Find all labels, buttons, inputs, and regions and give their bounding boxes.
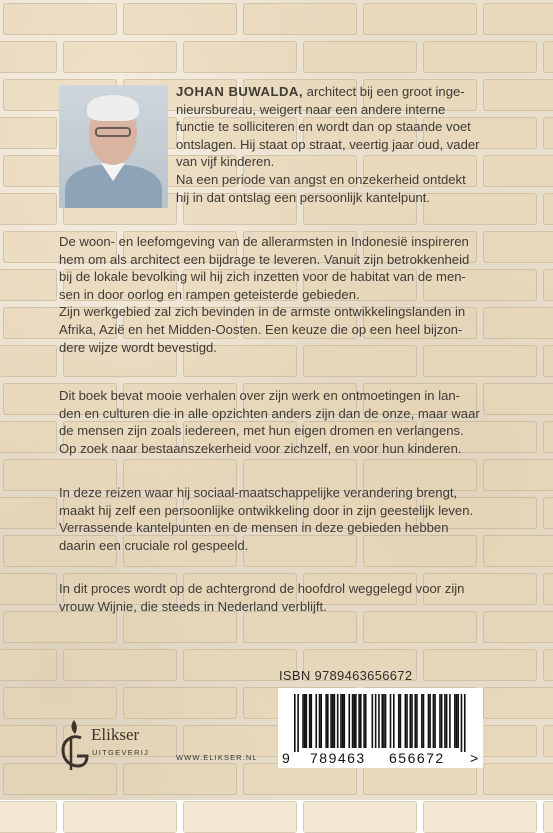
barcode-bar bbox=[340, 694, 342, 748]
publisher-website: WWW.ELIKSER.NL bbox=[176, 753, 258, 762]
wall-brick bbox=[363, 3, 477, 35]
barcode-bar bbox=[454, 694, 456, 748]
wall-brick bbox=[543, 649, 553, 681]
barcode-bar bbox=[456, 694, 458, 748]
wall-brick bbox=[0, 497, 57, 529]
barcode-bar bbox=[446, 694, 448, 748]
paragraph-travels: In deze reizen waar hij sociaal-maatschappelijke verandering brengt, maakt hij zelf een persoonlijke ontwikkeling door in zijn geestelijk leven. Verrassende kantelpunten en de mensen in deze gebieden hebben daarin een cruciale rol gespeeld. bbox=[59, 485, 474, 553]
wall-brick bbox=[123, 687, 237, 719]
wall-brick bbox=[363, 611, 477, 643]
wall-brick bbox=[3, 611, 117, 643]
barcode-bar bbox=[410, 694, 412, 748]
publisher-logo bbox=[57, 716, 167, 776]
barcode-bar bbox=[381, 694, 383, 748]
publisher-brand: Elikser bbox=[91, 725, 140, 744]
barcode-bar bbox=[439, 694, 441, 748]
barcode-bar bbox=[411, 694, 413, 748]
barcode-bar bbox=[337, 694, 339, 748]
wall-brick bbox=[123, 611, 237, 643]
wall-brick bbox=[543, 41, 553, 73]
author-photo bbox=[59, 85, 168, 208]
wall-brick bbox=[243, 611, 357, 643]
bio-line: hij in dat ontslag een persoonlijk kantelpunt. bbox=[176, 189, 431, 205]
wall-brick bbox=[543, 573, 553, 605]
wall-brick bbox=[63, 41, 177, 73]
barcode-bar bbox=[444, 694, 446, 748]
barcode-bar bbox=[375, 694, 377, 748]
isbn-label: ISBN 9789463656672 bbox=[279, 668, 413, 683]
barcode-bar bbox=[319, 694, 321, 748]
barcode-bar bbox=[457, 694, 459, 748]
wall-brick bbox=[483, 763, 553, 795]
barcode-bar bbox=[348, 694, 350, 748]
barcode-bar bbox=[304, 694, 306, 748]
barcode-bar bbox=[306, 694, 308, 748]
barcode-bar bbox=[330, 694, 332, 748]
barcode-bar bbox=[311, 694, 313, 748]
wall-brick bbox=[63, 649, 177, 681]
barcode-bar bbox=[390, 694, 392, 748]
paragraph-inspiration: De woon- en leefomgeving van de allerarmsten in Indonesië inspireren hem om als architect een bijdrage te leveren. Vanuit zijn betrokkenheid bij de lokale bevolking wil hij zich inzetten voor de habitat van de men- sen in door oorlog en rampen geteisterde gebieden. Zijn werkgebied zal zich bevinden in de armste ontwikkelingslanden in Afrika, Azië en het Midden-Oosten. Een keuze die op een heel bijzon- dere wijze wordt bevestigd. bbox=[59, 234, 470, 355]
wall-brick bbox=[543, 725, 553, 757]
wall-brick bbox=[3, 3, 117, 35]
barcode-bar bbox=[449, 694, 451, 748]
wall-brick bbox=[543, 269, 553, 301]
wall-brick bbox=[0, 649, 57, 681]
wall-brick bbox=[543, 193, 553, 225]
wall-brick bbox=[483, 687, 553, 719]
wall-brick bbox=[303, 801, 417, 833]
barcode-bar bbox=[393, 694, 395, 748]
barcode-bar bbox=[358, 694, 360, 748]
wall-brick bbox=[0, 573, 57, 605]
wall-brick bbox=[0, 725, 57, 757]
wall-brick bbox=[0, 41, 57, 73]
barcode-bar bbox=[414, 694, 416, 748]
barcode-bar bbox=[320, 694, 322, 748]
wall-brick bbox=[123, 3, 237, 35]
paragraph-wife: In dit proces wordt op de achtergrond de hoofdrol weggelegd voor zijn vrouw Wijnie, die steeds in Nederland verblijft. bbox=[59, 581, 465, 614]
barcode-bar bbox=[355, 694, 357, 748]
wall-brick bbox=[3, 687, 117, 719]
barcode-bar bbox=[405, 694, 407, 748]
wall-brick bbox=[543, 117, 553, 149]
wall-brick bbox=[0, 193, 57, 225]
barcode-bar bbox=[334, 694, 336, 748]
barcode-bar bbox=[406, 694, 408, 748]
wall-brick bbox=[423, 41, 537, 73]
wall-brick bbox=[303, 41, 417, 73]
barcode-bar bbox=[294, 694, 296, 752]
wall-brick bbox=[243, 3, 357, 35]
barcode-bar bbox=[360, 694, 362, 748]
barcode-bar bbox=[363, 694, 365, 748]
barcode-bar bbox=[433, 694, 435, 748]
wall-brick bbox=[483, 3, 553, 35]
wall-brick bbox=[483, 611, 553, 643]
barcode-bar bbox=[327, 694, 329, 748]
barcode-bar bbox=[429, 694, 431, 748]
barcode-bar bbox=[398, 694, 400, 748]
barcode-bar bbox=[352, 694, 354, 748]
publisher-mark-icon bbox=[57, 716, 93, 774]
barcode-bar bbox=[416, 694, 418, 748]
wall-brick bbox=[543, 801, 553, 833]
barcode-bar bbox=[400, 694, 402, 748]
barcode-bar bbox=[365, 694, 367, 748]
barcode: 9 789463 656672 > bbox=[278, 688, 483, 768]
wall-brick bbox=[0, 345, 57, 377]
wall-brick bbox=[183, 41, 297, 73]
barcode-bar bbox=[434, 694, 436, 748]
barcode-bar bbox=[297, 694, 299, 752]
wall-brick bbox=[0, 801, 57, 833]
bio-line: functie te solliciteren en wordt dan op staande voet bbox=[176, 119, 471, 135]
bio-line: nieursbureau, weigert naar een andere interne bbox=[176, 101, 446, 117]
barcode-bar bbox=[383, 694, 385, 748]
bio-line: ontslagen. Hij staat op straat, veertig jaar oud, vader bbox=[176, 136, 480, 152]
barcode-bars bbox=[278, 688, 483, 752]
author-name: JOHAN BUWALDA, bbox=[176, 84, 304, 99]
barcode-bar bbox=[461, 694, 463, 752]
wall-brick bbox=[543, 345, 553, 377]
wall-brick bbox=[0, 421, 57, 453]
barcode-bar bbox=[315, 694, 317, 748]
barcode-bar bbox=[344, 694, 346, 748]
barcode-bar bbox=[309, 694, 311, 748]
barcode-bar bbox=[441, 694, 443, 748]
wall-brick bbox=[423, 801, 537, 833]
barcode-bar bbox=[372, 694, 374, 748]
barcode-bar bbox=[428, 694, 430, 748]
barcode-bar bbox=[464, 694, 466, 752]
bio-line: Na een periode van angst en onzekerheid ontdekt bbox=[176, 171, 466, 187]
paragraph-book-content: Dit boek bevat mooie verhalen over zijn werk en ontmoetingen in lan- den en culturen die in alle opzichten anders zijn dan de onze, maar waar de mensen zijn zoals iedereen, met hun eigen dromen en verlangens. Op zoek naar bestaanszekerheid voor zichzelf, en voor hun kinderen. bbox=[59, 388, 480, 456]
barcode-bar bbox=[353, 694, 355, 748]
barcode-bar bbox=[325, 694, 327, 748]
wall-brick bbox=[543, 497, 553, 529]
barcode-bar bbox=[385, 694, 387, 748]
wall-brick bbox=[0, 117, 57, 149]
barcode-bar bbox=[421, 694, 423, 748]
wall-brick bbox=[0, 269, 57, 301]
barcode-bar bbox=[423, 694, 425, 748]
bio-line: van vijf kinderen. bbox=[176, 154, 275, 170]
publisher-subtitle: UITGEVERIJ bbox=[92, 748, 150, 757]
wall-brick bbox=[183, 801, 297, 833]
barcode-bar bbox=[332, 694, 334, 748]
wall-brick bbox=[423, 649, 537, 681]
barcode-bar bbox=[302, 694, 304, 748]
wall-brick bbox=[63, 801, 177, 833]
barcode-bar bbox=[378, 694, 380, 748]
wall-brick bbox=[543, 421, 553, 453]
author-bio: JOHAN BUWALDA, architect bij een groot inge- nieursbureau, weigert naar een andere interne functie te solliciteren en wordt dan op staande voet ontslagen. Hij staat op straat, veertig jaar oud, vader van vijf kinderen. Na een periode van angst en onzekerheid ontdekt hij in dat ontslag een persoonlijk kantelpunt. bbox=[176, 83, 516, 206]
barcode-bar bbox=[342, 694, 344, 748]
